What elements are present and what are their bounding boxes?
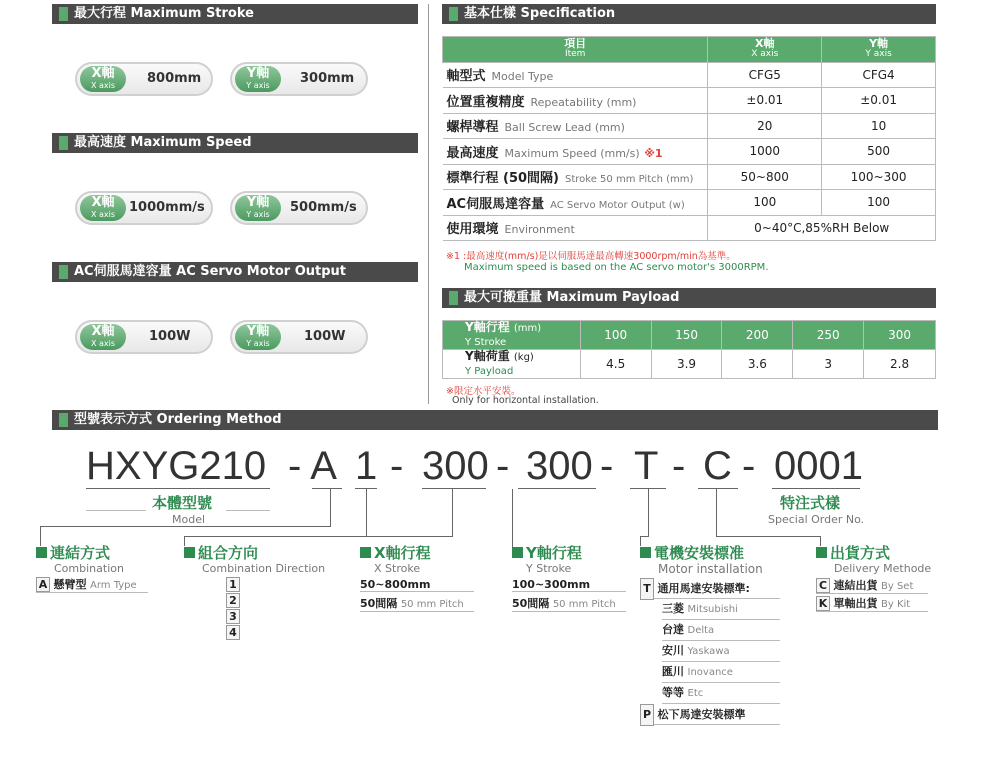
stroke-x-value: 800mm xyxy=(147,71,202,86)
connector-line xyxy=(648,489,649,537)
delivery-sub: Delivery Methode xyxy=(834,562,932,575)
code-underline xyxy=(312,488,342,489)
code-delivery: C xyxy=(703,444,732,488)
motor-x-value: 100W xyxy=(149,329,191,344)
ystroke-sub: Y Stroke xyxy=(526,562,572,575)
xstroke-pitch: 50間隔 50 mm Pitch xyxy=(360,595,474,612)
xstroke-title: X軸行程 xyxy=(360,542,431,563)
payload-header: 最大可搬重量 Maximum Payload xyxy=(442,288,936,308)
x-axis-badge: X軸 X axis xyxy=(80,324,126,350)
code-underline xyxy=(422,488,486,489)
connector-line xyxy=(366,489,367,537)
ystroke-pitch: 50間隔 50 mm Pitch xyxy=(512,595,626,612)
payload-table xyxy=(442,320,936,379)
spec-col-x: X軸 X axis xyxy=(708,37,822,63)
spec-col-y: Y軸 Y axis xyxy=(822,37,936,63)
code-underline xyxy=(698,488,738,489)
delivery-option-k: K 單軸出貨 By Kit xyxy=(816,595,928,612)
speed-header: 最高速度 Maximum Speed xyxy=(52,133,418,153)
connector-line xyxy=(716,536,820,537)
connector-line xyxy=(86,510,146,511)
stroke-header: 最大行程 Maximum Stroke xyxy=(52,4,418,24)
code-underline xyxy=(86,488,270,489)
stroke-y-value: 300mm xyxy=(300,71,355,86)
connector-line xyxy=(716,489,717,537)
code-underline xyxy=(518,488,596,489)
connector-line xyxy=(640,536,649,537)
model-label: 本體型號 xyxy=(152,494,213,512)
code-y-stroke: 300 xyxy=(526,444,593,488)
speed-x-value: 1000mm/s xyxy=(129,200,205,215)
motor-y-pill xyxy=(230,320,368,354)
x-axis-badge: X軸 X axis xyxy=(80,195,126,221)
speed-y-value: 500mm/s xyxy=(290,200,357,215)
spec-header: 基本仕樣 Specification xyxy=(442,4,936,24)
combination-sub: Combination xyxy=(54,562,124,575)
table-row: 標準行程 (50間隔) Stroke 50 mm Pitch (mm) 50~800 100~300 xyxy=(443,164,936,190)
model-label-en: Model xyxy=(172,513,206,526)
direction-sub: Combination Direction xyxy=(202,562,326,575)
code-direction: 1 xyxy=(355,444,378,488)
special-label-en: Special Order No. xyxy=(768,513,865,526)
delivery-title: 出貨方式 xyxy=(816,542,890,563)
connector-line xyxy=(360,536,453,537)
code-sep: - xyxy=(390,444,404,488)
ordering-header: 型號表示方式 Ordering Method xyxy=(52,410,938,430)
motor-title: 電機安裝標准 xyxy=(640,542,744,563)
stroke-x-pill xyxy=(75,62,213,96)
direction-options: 1 2 3 4 xyxy=(226,577,242,640)
motor-y-value: 100W xyxy=(304,329,346,344)
table-row: 位置重複精度 Repeatability (mm) ±0.01 ±0.01 xyxy=(443,88,936,114)
connector-line xyxy=(330,489,331,527)
table-row: AC伺服馬達容量 AC Servo Motor Output (w) 100 100 xyxy=(443,190,936,216)
combination-option: A 懸臂型 Arm Type xyxy=(36,576,148,593)
table-row: 最高速度 Maximum Speed (mm/s) ※1 1000 500 xyxy=(443,139,936,165)
code-sep: - xyxy=(496,444,510,488)
spec-note-en: Maximum speed is based on the AC servo motor's 3000RPM. xyxy=(464,262,769,273)
spec-note-zh: ※1 :最高速度(mm/s)是以伺服馬達最高轉速3000rpm/min為基準。 xyxy=(446,251,736,262)
motor-header: AC伺服馬達容量 AC Servo Motor Output xyxy=(52,262,418,282)
ystroke-range: 100~300mm xyxy=(512,578,626,592)
payload-note-en: Only for horizontal installation. xyxy=(452,395,599,406)
code-sep: - xyxy=(742,444,756,488)
motor-options: T 通用馬達安裝標準: 三菱 Mitsubishi 台達 Delta 安川 Yaskawa 匯川 Inovance 等等 Etc P 松下馬達安裝標準 xyxy=(640,578,780,725)
table-row: 螺桿導程 Ball Screw Lead (mm) 20 10 xyxy=(443,113,936,139)
payload-note-zh: ※限定水平安裝。 xyxy=(446,386,521,397)
stroke-y-pill xyxy=(230,62,368,96)
table-row: 使用環境 Environment 0~40°C,85%RH Below xyxy=(443,215,936,241)
delivery-option-c: C 連結出貨 By Set xyxy=(816,577,928,594)
code-sep: - xyxy=(672,444,686,488)
code-combination: - A xyxy=(288,444,337,488)
xstroke-sub: X Stroke xyxy=(374,562,421,575)
motor-sub: Motor installation xyxy=(658,562,763,576)
y-axis-badge: Y軸 Y axis xyxy=(235,66,281,92)
y-axis-badge: Y軸 Y axis xyxy=(235,195,281,221)
code-x-stroke: 300 xyxy=(422,444,489,488)
direction-title: 組合方向 xyxy=(184,542,258,563)
spec-col-item: 項目 Item xyxy=(443,37,708,63)
table-row: Y軸荷重 (kg) Y Payload 4.5 3.9 3.6 3 2.8 xyxy=(443,350,936,379)
model-code-base: HXYG210 xyxy=(86,444,267,488)
speed-x-pill xyxy=(75,191,213,225)
column-divider xyxy=(428,4,429,404)
code-sep: - xyxy=(600,444,614,488)
table-row: 軸型式 Model Type CFG5 CFG4 xyxy=(443,62,936,88)
code-special: 0001 xyxy=(774,444,863,488)
connector-line xyxy=(452,489,453,537)
ystroke-title: Y軸行程 xyxy=(512,542,582,563)
speed-y-pill xyxy=(230,191,368,225)
x-axis-badge: X軸 X axis xyxy=(80,66,126,92)
connector-line xyxy=(226,510,270,511)
code-motor: T xyxy=(634,444,659,488)
connector-line xyxy=(40,526,331,527)
spec-table xyxy=(442,36,936,241)
motor-x-pill xyxy=(75,320,213,354)
table-row: Y軸行程 (mm) Y Stroke 100 150 200 250 300 xyxy=(443,321,936,350)
connector-line xyxy=(184,536,367,537)
connector-line xyxy=(512,489,513,547)
y-axis-badge: Y軸 Y axis xyxy=(235,324,281,350)
code-underline xyxy=(772,488,860,489)
special-label: 特注式樣 xyxy=(780,494,841,512)
xstroke-range: 50~800mm xyxy=(360,578,474,592)
combination-title: 連結方式 xyxy=(36,542,110,563)
